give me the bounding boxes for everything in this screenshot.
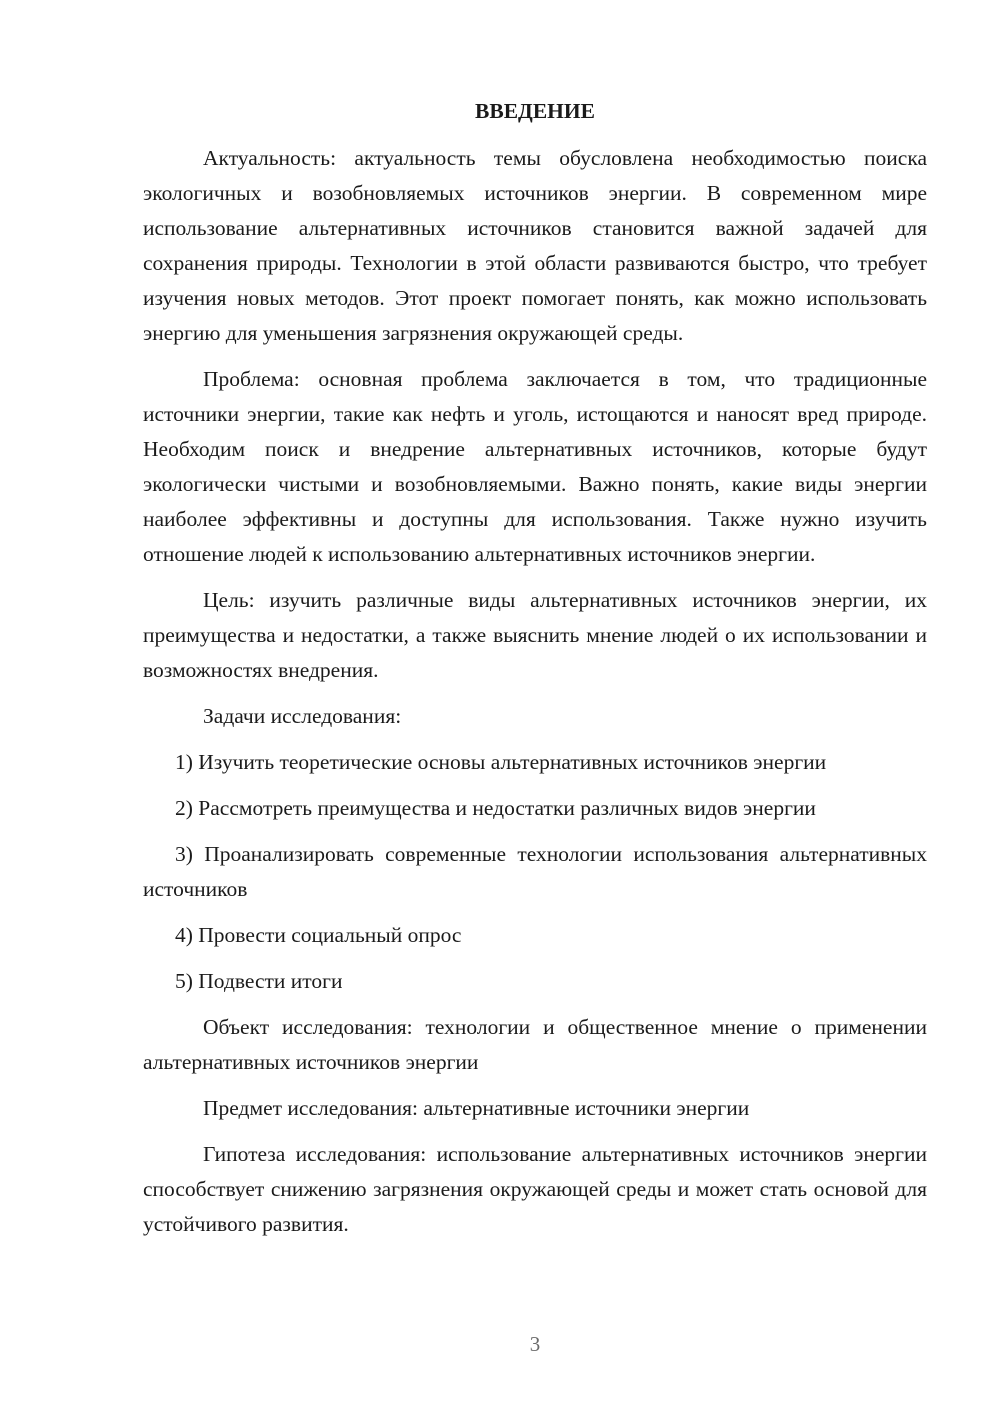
relevance-paragraph: Актуальность: актуальность темы обусловлена необходимостью поиска экологичных и возобновляемых источников энергии. В современном мире использование альтернативных источников становится важной задачей для сохранения природы. Технологии в этой области развиваются быстро, что требует изучения новых методов. Этот проект помогает понять, как можно использовать энергию для уменьшения загрязнения окружающей среды. <box>143 146 927 345</box>
task-item-5: 5) Подвести итоги <box>175 969 343 993</box>
tasks-heading: Задачи исследования: <box>203 704 402 728</box>
task-item-3: 3) Проанализировать современные технологии использования альтернативных источников <box>143 842 927 901</box>
task-item-1: 1) Изучить теоретические основы альтернативных источников энергии <box>175 750 827 774</box>
object-paragraph: Объект исследования: технологии и общественное мнение о применении альтернативных источников энергии <box>143 1015 927 1074</box>
hypothesis-paragraph: Гипотеза исследования: использование альтернативных источников энергии способствует снижению загрязнения окружающей среды и может стать основой для устойчивого развития. <box>143 1142 927 1236</box>
problem-paragraph: Проблема: основная проблема заключается в том, что традиционные источники энергии, такие как нефть и уголь, истощаются и наносят вред природе. Необходим поиск и внедрение альтернативных источников, которые будут экологически чистыми и возобновляемыми. Важно понять, какие виды энергии наиболее эффективны и доступны для использования. Также нужно изучить отношение людей к использованию альтернативных источников энергии. <box>143 367 927 566</box>
goal-paragraph: Цель: изучить различные виды альтернативных источников энергии, их преимущества и недостатки, а также выяснить мнение людей о их использовании и возможностях внедрения. <box>143 588 927 682</box>
page-number: 3 <box>529 1332 541 1356</box>
page-content <box>143 94 927 1253</box>
task-item-4: 4) Провести социальный опрос <box>175 923 462 947</box>
subject-paragraph: Предмет исследования: альтернативные источники энергии <box>203 1096 750 1120</box>
task-item-2: 2) Рассмотреть преимущества и недостатки различных видов энергии <box>175 796 816 820</box>
section-title: ВВЕДЕНИЕ <box>475 99 595 123</box>
